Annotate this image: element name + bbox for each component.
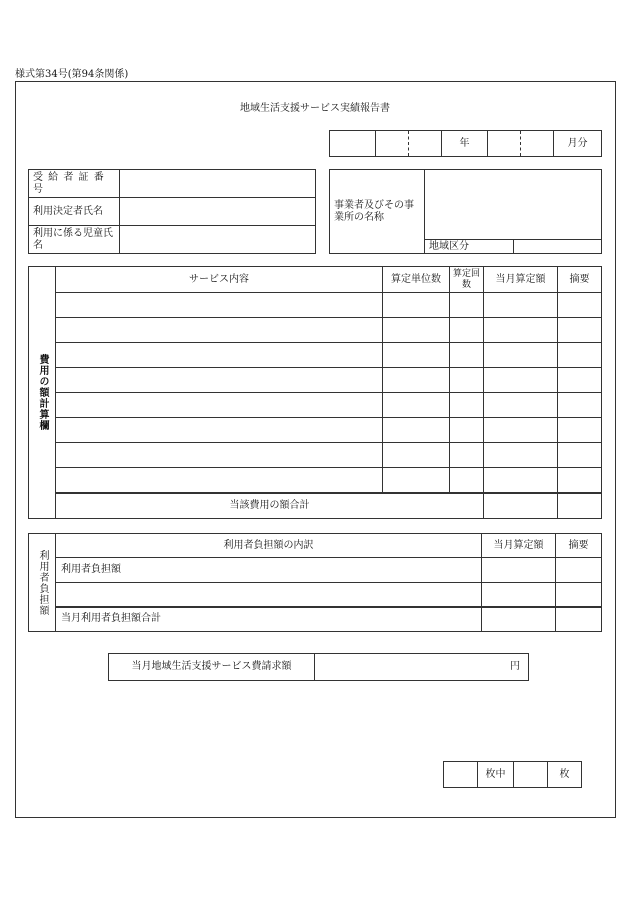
burden-row-label: 利用者負担額 — [56, 558, 482, 583]
cost-row-count[interactable] — [450, 418, 484, 443]
cost-row-count[interactable] — [450, 393, 484, 418]
cost-row-amount[interactable] — [484, 343, 558, 368]
cost-side-label: 費用の額計算欄 — [29, 267, 56, 519]
burden-header-remarks: 摘要 — [556, 534, 602, 558]
cost-row-units[interactable] — [383, 368, 450, 393]
cost-row-count[interactable] — [450, 468, 484, 493]
cost-row-units[interactable] — [383, 393, 450, 418]
cost-header-units: 算定単位数 — [383, 267, 450, 293]
provider-table — [329, 169, 602, 254]
month-label: 月分 — [554, 131, 602, 157]
cost-row-service[interactable] — [56, 443, 383, 468]
sheet-count-label: 枚 — [548, 762, 582, 788]
cost-total-label: 当該費用の額合計 — [56, 493, 484, 519]
cost-row-amount[interactable] — [484, 293, 558, 318]
decision-name-field[interactable] — [120, 198, 316, 226]
cost-row-service[interactable] — [56, 468, 383, 493]
form-title: 地域生活支援サービス実績報告書 — [240, 103, 390, 114]
cost-row-amount[interactable] — [484, 443, 558, 468]
cert-number-label: 受 給 者 証 番 号 — [29, 170, 120, 198]
cost-table — [28, 266, 602, 519]
region-field[interactable] — [513, 240, 602, 254]
burden-row-remarks[interactable] — [556, 558, 602, 583]
cost-header-amount: 当月算定額 — [484, 267, 558, 293]
burden-header-amount: 当月算定額 — [482, 534, 556, 558]
cost-row-units[interactable] — [383, 318, 450, 343]
burden-header-breakdown: 利用者負担額の内訳 — [56, 534, 482, 558]
month-digit-2[interactable] — [521, 131, 554, 157]
cert-number-field[interactable] — [120, 170, 316, 198]
cost-row-units[interactable] — [383, 443, 450, 468]
cost-row-remarks[interactable] — [558, 368, 602, 393]
cost-row-units[interactable] — [383, 468, 450, 493]
burden-row-amount[interactable] — [482, 558, 556, 583]
cost-row-remarks[interactable] — [558, 343, 602, 368]
burden-row-remarks[interactable] — [556, 583, 602, 607]
cost-row-units[interactable] — [383, 418, 450, 443]
year-label: 年 — [442, 131, 488, 157]
sheet-total-field[interactable] — [514, 762, 548, 788]
provider-name-field[interactable] — [425, 170, 602, 240]
cost-row-service[interactable] — [56, 368, 383, 393]
burden-table — [28, 533, 602, 632]
cost-row-remarks[interactable] — [558, 468, 602, 493]
cost-header-remarks: 摘要 — [558, 267, 602, 293]
cost-row-amount[interactable] — [484, 368, 558, 393]
form-number: 様式第34号(第94条関係) — [15, 69, 129, 80]
cost-row-units[interactable] — [383, 343, 450, 368]
claim-unit: 円 — [510, 661, 520, 672]
era-cell[interactable] — [330, 131, 376, 157]
cost-row-amount[interactable] — [484, 393, 558, 418]
claim-table — [108, 653, 529, 681]
claim-amount-field[interactable] — [315, 654, 529, 681]
burden-total-amount[interactable] — [482, 607, 556, 632]
cost-row-service[interactable] — [56, 318, 383, 343]
child-name-field[interactable] — [120, 226, 316, 254]
cost-row-count[interactable] — [450, 293, 484, 318]
cost-row-service[interactable] — [56, 293, 383, 318]
cost-row-service[interactable] — [56, 393, 383, 418]
sheet-count-table — [443, 761, 582, 788]
cost-row-units[interactable] — [383, 293, 450, 318]
sheet-of-label: 枚中 — [478, 762, 514, 788]
burden-side-label: 利用者負担額 — [29, 534, 56, 632]
cost-row-count[interactable] — [450, 343, 484, 368]
cost-row-remarks[interactable] — [558, 418, 602, 443]
cost-row-amount[interactable] — [484, 418, 558, 443]
child-name-label: 利用に係る児童氏名 — [29, 226, 120, 254]
cost-row-service[interactable] — [56, 343, 383, 368]
cost-row-remarks[interactable] — [558, 293, 602, 318]
cost-row-amount[interactable] — [484, 468, 558, 493]
burden-total-remarks[interactable] — [556, 607, 602, 632]
recipient-table — [28, 169, 316, 254]
burden-row-amount[interactable] — [482, 583, 556, 607]
region-label: 地域区分 — [425, 240, 514, 254]
cost-row-count[interactable] — [450, 368, 484, 393]
burden-total-label: 当月利用者負担額合計 — [56, 607, 482, 632]
year-digit-1[interactable] — [376, 131, 409, 157]
provider-name-label: 事業者及びその事業所の名称 — [330, 170, 425, 254]
decision-name-label: 利用決定者氏名 — [29, 198, 120, 226]
cost-row-remarks[interactable] — [558, 318, 602, 343]
cost-row-count[interactable] — [450, 318, 484, 343]
cost-row-count[interactable] — [450, 443, 484, 468]
cost-row-amount[interactable] — [484, 318, 558, 343]
burden-row-blank[interactable] — [56, 583, 482, 607]
month-digit-1[interactable] — [488, 131, 521, 157]
cost-header-service: サービス内容 — [56, 267, 383, 293]
cost-row-service[interactable] — [56, 418, 383, 443]
claim-label: 当月地域生活支援サービス費請求額 — [109, 654, 315, 681]
cost-total-amount[interactable] — [484, 493, 558, 519]
cost-row-remarks[interactable] — [558, 443, 602, 468]
cost-total-remarks[interactable] — [558, 493, 602, 519]
year-digit-2[interactable] — [409, 131, 442, 157]
cost-row-remarks[interactable] — [558, 393, 602, 418]
cost-header-count: 算定回数 — [450, 267, 484, 293]
period-table — [329, 130, 602, 157]
sheet-number-field[interactable] — [444, 762, 478, 788]
